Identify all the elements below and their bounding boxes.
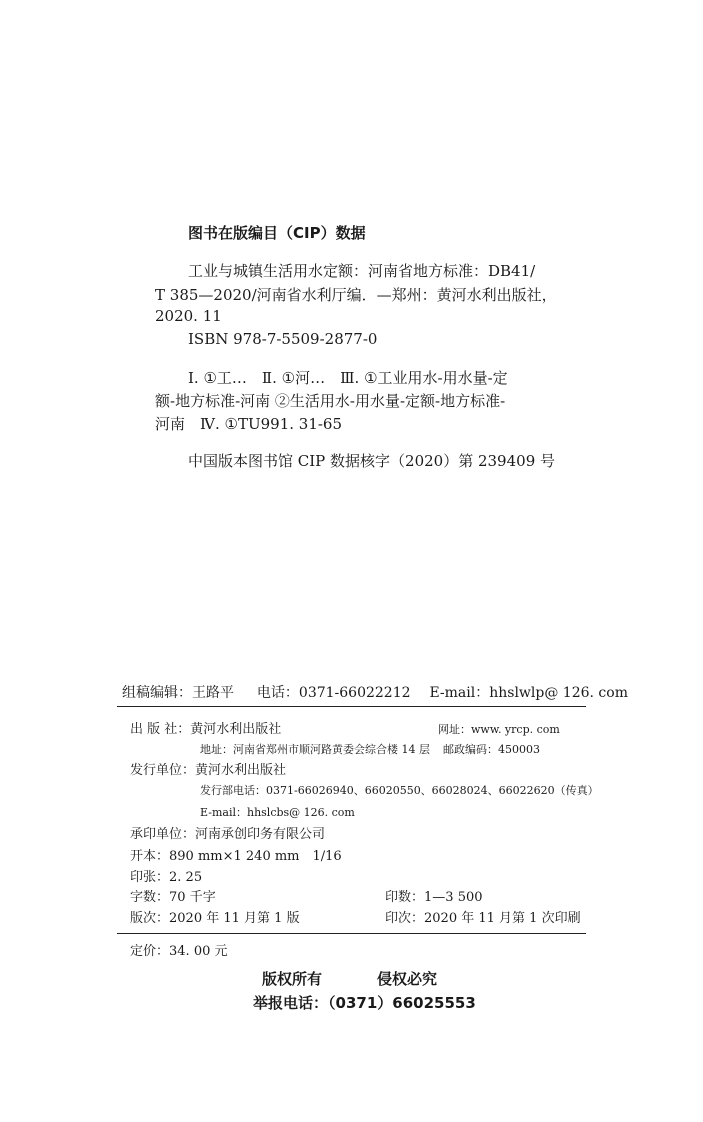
- publisher-address-label: 地址：: [200, 743, 233, 756]
- cip-classification-line-2: 额-地方标准-河南 ②生活用水-用水量-定额-地方标准-: [155, 392, 506, 410]
- printer-name: 河南承创印务有限公司: [195, 827, 326, 842]
- format-label: 开本：: [130, 849, 170, 864]
- price-value: 34. 00 元: [169, 944, 228, 959]
- publisher-name: 黄河水利出版社: [190, 722, 282, 737]
- format-line: [130, 845, 342, 864]
- distributor-email: hhslcbs@ 126. com: [246, 806, 355, 819]
- cip-description-line-3: 2020. 11: [155, 307, 222, 325]
- publisher-line: [130, 718, 281, 737]
- distributor-name: 黄河水利出版社: [195, 763, 287, 778]
- impression-line: [385, 907, 581, 926]
- report-phone-line: [253, 992, 476, 1013]
- words-value: 70 千字: [169, 890, 216, 905]
- publisher-website: www. yrcp. com: [471, 723, 560, 736]
- price-label: 定价：: [130, 944, 170, 959]
- printer-label: 承印单位：: [130, 827, 196, 842]
- printer-line: [130, 823, 325, 842]
- print-count-label: 印数：: [385, 890, 425, 905]
- divider-bottom: [117, 933, 586, 934]
- sheets-line: [130, 866, 202, 885]
- report-phone: （0371）66025553: [328, 994, 476, 1012]
- editor-phone: 0371-66022212: [298, 685, 411, 701]
- publisher-address-line: [200, 741, 540, 757]
- publisher-label: 出 版 社：: [130, 722, 191, 737]
- editor-email-label: E-mail：: [429, 685, 490, 701]
- cip-title: 图书在版编目（CIP）数据: [188, 224, 366, 242]
- report-phone-label: 举报电话：: [253, 994, 329, 1012]
- rights-reserved: 版权所有: [262, 970, 323, 988]
- editor-phone-label: 电话：: [256, 685, 299, 701]
- distributor-email-line: [200, 804, 355, 820]
- price-line: [130, 940, 228, 959]
- divider-top: [117, 706, 586, 707]
- distributor-line: [130, 759, 286, 778]
- format-value: 890 mm×1 240 mm 1/16: [169, 849, 342, 864]
- sheets-label: 印张：: [130, 870, 170, 885]
- sheets-value: 2. 25: [169, 870, 203, 885]
- publisher-postcode: 450003: [498, 743, 540, 756]
- cip-isbn: ISBN 978-7-5509-2877-0: [188, 330, 378, 348]
- publisher-postcode-label: 邮政编码：: [443, 743, 498, 756]
- editor-name: 王路平: [192, 685, 234, 701]
- print-count-line: [385, 886, 483, 905]
- cip-description-line-2: T 385—2020/河南省水利厅编．—郑州：黄河水利出版社，: [155, 286, 557, 304]
- impression-label: 印次：: [385, 911, 425, 926]
- distributor-phone: 0371-66026940、66020550、66028024、66022620（传真）: [266, 784, 599, 797]
- publisher-website-label: 网址：: [438, 723, 471, 736]
- cip-description-line-1: 工业与城镇生活用水定额：河南省地方标准：DB41/: [188, 262, 536, 280]
- editor-email: hhslwlp@ 126. com: [489, 685, 628, 701]
- infringement-notice: 侵权必究: [377, 970, 438, 988]
- distributor-phone-label: 发行部电话：: [200, 784, 266, 797]
- distributor-label: 发行单位：: [130, 763, 196, 778]
- impression-value: 2020 年 11 月第 1 次印刷: [424, 911, 581, 926]
- edition-line: [130, 907, 300, 926]
- editor-label: 组稿编辑：: [122, 685, 192, 701]
- publisher-address: 河南省郑州市顺河路黄委会综合楼 14 层: [233, 743, 430, 756]
- distributor-phone-line: [200, 782, 599, 798]
- edition-label: 版次：: [130, 911, 170, 926]
- edition-value: 2020 年 11 月第 1 版: [169, 911, 300, 926]
- distributor-email-label: E-mail：: [200, 806, 247, 819]
- editor-line: [122, 682, 628, 702]
- words-label: 字数：: [130, 890, 170, 905]
- cip-classification-line-3: 河南 Ⅳ. ①TU991. 31-65: [155, 415, 343, 433]
- cip-classification-line-1: Ⅰ. ①工… Ⅱ. ①河… Ⅲ. ①工业用水-用水量-定: [188, 369, 508, 387]
- cip-record-number: 中国版本图书馆 CIP 数据核字（2020）第 239409 号: [188, 452, 556, 470]
- words-line: [130, 886, 216, 905]
- print-count-value: 1—3 500: [424, 890, 483, 905]
- publisher-website-line: [438, 721, 560, 737]
